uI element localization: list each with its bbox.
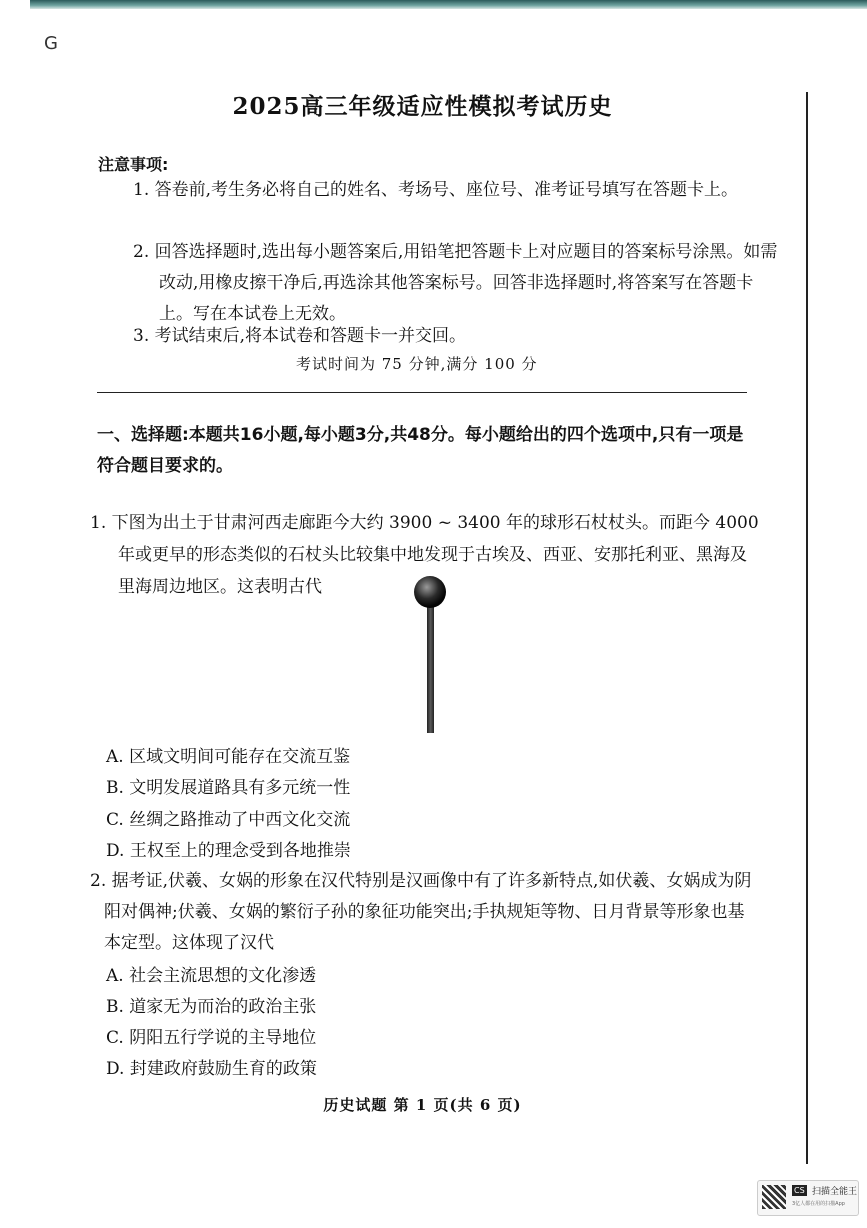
stone-staff-head-image — [410, 575, 450, 735]
question-1-option-d: D. 王权至上的理念受到各地推崇 — [106, 841, 351, 861]
header-divider — [97, 392, 747, 393]
section-heading: 一、选择题:本题共16小题,每小题3分,共48分。每小题给出的四个选项中,只有一项是符合题目要求的。 — [97, 425, 744, 476]
note-item-3: 3. 考试结束后,将本试卷和答题卡一并交回。 — [133, 326, 467, 346]
question-2-option-c: C. 阴阳五行学说的主导地位 — [106, 1028, 317, 1048]
question-2-option-d: D. 封建政府鼓励生育的政策 — [106, 1059, 317, 1079]
page-footer: 历史试题 第 1 页(共 6 页) — [323, 1096, 522, 1114]
exam-time-info: 考试时间为 75 分钟,满分 100 分 — [296, 355, 538, 373]
notes-heading: 注意事项: — [98, 155, 169, 174]
note-item-1: 1. 答卷前,考生务必将自己的姓名、考场号、座位号、准考证号填写在答题卡上。 — [133, 180, 739, 200]
exam-title: 2025高三年级适应性模拟考试历史 — [232, 93, 613, 120]
scanner-app-tagline: 3亿人都在用的扫描App — [792, 1201, 845, 1207]
qr-code-icon — [762, 1185, 786, 1209]
question-2-option-a: A. 社会主流思想的文化渗透 — [106, 966, 317, 986]
question-2-option-b: B. 道家无为而治的政治主张 — [106, 997, 317, 1017]
question-1-option-c: C. 丝绸之路推动了中西文化交流 — [106, 810, 351, 830]
question-2 — [90, 866, 760, 959]
scanner-watermark — [757, 1180, 859, 1216]
question-1-option-b: B. 文明发展道路具有多元统一性 — [106, 778, 351, 798]
question-1-stem: 1. 下图为出土于甘肃河西走廊距今大约 3900 ~ 3400 年的球形石杖杖头。而距今 4000 年或更早的形态类似的石杖头比较集中地发现于古埃及、西亚、安那托利亚、黑海及里海周边地区。这表明古代 — [90, 513, 759, 597]
corner-mark: G — [44, 33, 58, 54]
note-item-2: 2. 回答选择题时,选出每小题答案后,用铅笔把答题卡上对应题目的答案标号涂黑。如需改动,用橡皮擦干净后,再选涂其他答案标号。回答非选择题时,将答案写在答题卡上。写在本试卷上无效。 — [133, 242, 778, 324]
cs-logo: CS — [794, 1186, 805, 1195]
question-1-option-a: A. 区域文明间可能存在交流互鉴 — [106, 747, 351, 767]
top-color-band — [30, 0, 867, 9]
question-2-stem: 2. 据考证,伏羲、女娲的形象在汉代特别是汉画像中有了许多新特点,如伏羲、女娲成为阴阳对偶神;伏羲、女娲的繁衍子孙的象征功能突出;手执规矩等物、日月背景等形象也基本定型。这体现了汉代 — [90, 871, 752, 953]
scanner-app-name: 扫描全能王 — [812, 1187, 858, 1197]
binding-margin-rule — [806, 92, 808, 1164]
